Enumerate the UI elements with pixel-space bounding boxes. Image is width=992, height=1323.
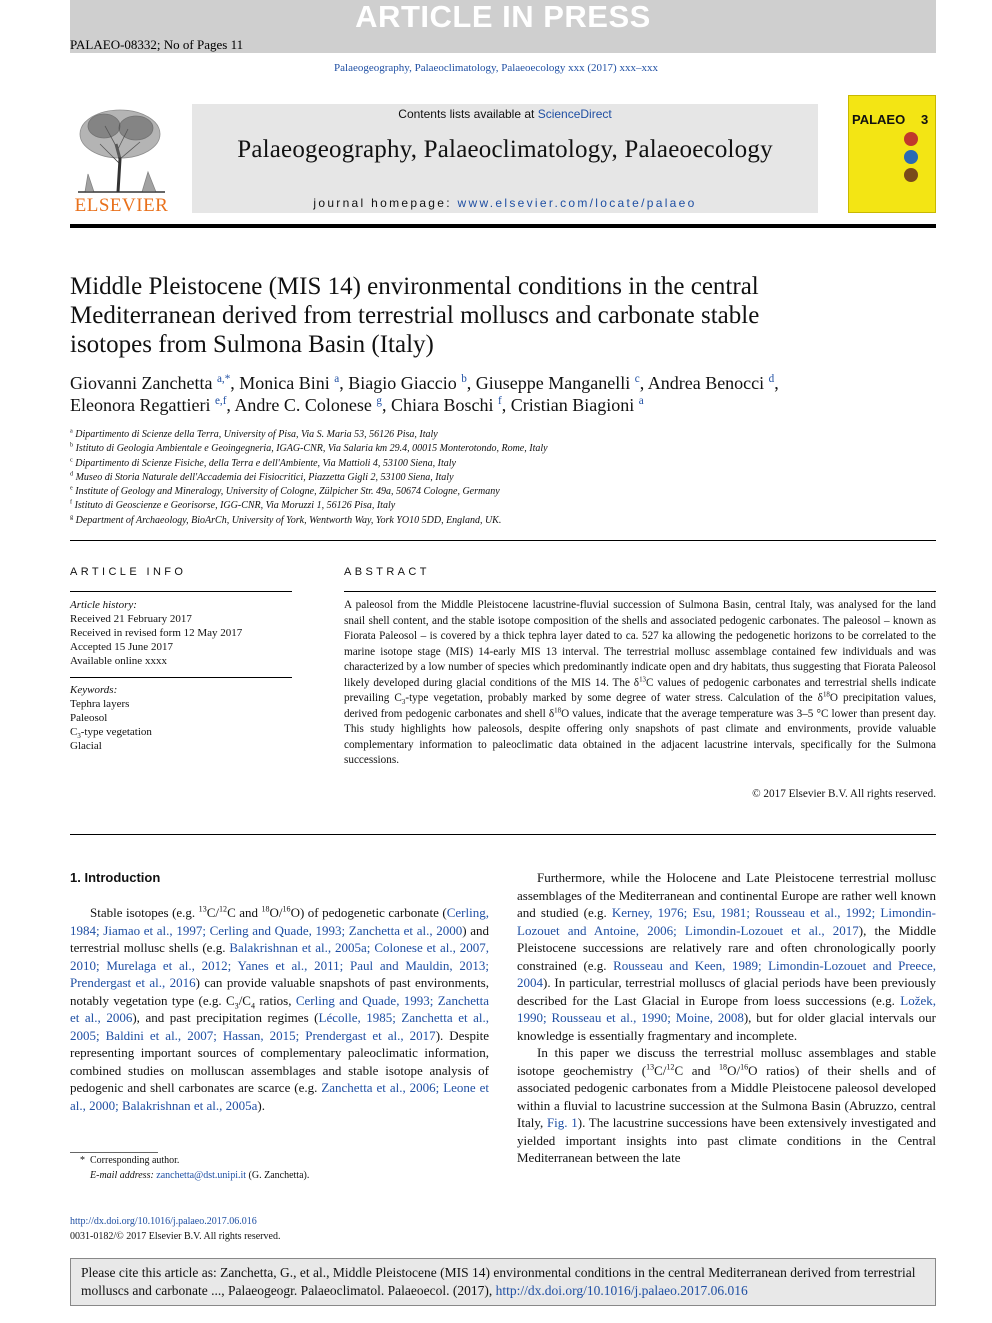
author-affiliation-mark[interactable]: e,f bbox=[214, 395, 227, 407]
affiliation-item: $^d$ Museo di Storia Naturale dell'Accademia dei Fisiocritici, Piazzetta Gigli 2, 53100 Siena, Italy bbox=[70, 470, 454, 483]
journal-citation-line[interactable]: Palaeogeography, Palaeoclimatology, Palaeoecology xxx (2017) xxx–xxx bbox=[334, 62, 658, 74]
history-item: Available online xxxx bbox=[70, 655, 167, 667]
affiliation-item: $^f$ Istituto di Geoscienze e Georisorse, IGG-CNR, Via Moruzzi 1, 56126 Pisa, Italy bbox=[70, 499, 396, 512]
superscript: 16 bbox=[282, 904, 291, 914]
author-name: Andre C. Colonese bbox=[234, 395, 372, 415]
abstract-divider bbox=[344, 591, 936, 592]
journal-cover[interactable] bbox=[848, 95, 936, 213]
contents-line: Contents lists available at ScienceDirect bbox=[398, 107, 612, 121]
affiliation-item: $^c$ Dipartimento di Scienze Fisiche, della Terra e dell'Ambiente, Via Mattioli 4, 53100 Siena, Italy bbox=[70, 456, 456, 469]
journal-masthead bbox=[192, 104, 818, 213]
affiliation-key: e bbox=[70, 484, 73, 492]
banner-title: ARTICLE IN PRESS bbox=[355, 0, 651, 34]
doi-link[interactable]: http://dx.doi.org/10.1016/j.palaeo.2017.06.016 bbox=[70, 1216, 257, 1227]
info-divider-2 bbox=[70, 677, 292, 678]
doi-block: http://dx.doi.org/10.1016/j.palaeo.2017.06.016 0031-0182/© 2017 Elsevier B.V. All rights reserved. bbox=[70, 1216, 281, 1242]
author-list: Giovanni Zanchetta $^{a,*}$, Monica Bini $^a$, Biagio Giaccio $^b$, Giuseppe Manganelli $^c$, Andrea Benocci $^d$, Eleonora Regattieri $^{e,f}$, Andre C. Colonese $^g$, Chiara Boschi $^f$, Cristian Biagioni $^a$ bbox=[70, 373, 779, 415]
author-affiliation-mark[interactable]: a bbox=[638, 395, 644, 407]
author-affiliation-mark[interactable]: f bbox=[497, 395, 502, 407]
history-item: Accepted 15 June 2017 bbox=[70, 641, 173, 653]
history-item: Received in revised form 12 May 2017 bbox=[70, 627, 243, 639]
author-affiliation-mark[interactable]: d bbox=[768, 373, 775, 385]
reference-link[interactable]: Cerling and Quade, 1993; Zanchetta et al., 2006 bbox=[70, 992, 489, 1025]
history-item: Received 21 February 2017 bbox=[70, 613, 192, 625]
author-name: Giuseppe Manganelli bbox=[475, 373, 631, 393]
reference-link[interactable]: Kerney, 1976; Esu, 1981; Rousseau et al., 1992; Limondin-Lozouet and Antoine, 2006; Limondin-Lozouet et al., 2017 bbox=[517, 905, 937, 938]
subscript: 3 bbox=[234, 1001, 239, 1011]
reference-link[interactable]: Zanchetta et al., 2006; Leone et al., 2000; Balakrishnan et al., 2005a bbox=[70, 1080, 489, 1113]
article-title: Middle Pleistocene (MIS 14) environmental conditions in the central Mediterranean derived from terrestrial molluscs and carbonate stable isotopes from Sulmona Basin (Italy) bbox=[70, 273, 760, 358]
subscript: 4 bbox=[250, 1001, 256, 1011]
keyword-item: $C_3$-type vegetation bbox=[70, 726, 152, 741]
reference-link[interactable]: Fig. 1 bbox=[546, 1115, 578, 1130]
reference-link[interactable]: Lécolle, 1985; Zanchetta et al., 2005; Baldini et al., 2007; Hassan, 2015; Prendergast et al., 2017 bbox=[70, 1010, 489, 1043]
superscript: 12 bbox=[666, 1062, 675, 1072]
keyword-item: Paleosol bbox=[70, 712, 108, 724]
superscript: 16 bbox=[740, 1062, 749, 1072]
author-name: Eleonora Regattieri bbox=[70, 395, 211, 415]
affiliation-item: $^e$ Institute of Geology and Mineralogy, University of Cologne, Zülpicher Str. 49a, 50674 Cologne, Germany bbox=[70, 484, 500, 498]
journal-homepage: journal homepage: www.elsevier.com/locate/palaeo bbox=[313, 196, 697, 210]
journal-name: Palaeogeography, Palaeoclimatology, Palaeoecology bbox=[237, 136, 773, 163]
affiliation-key: a bbox=[70, 427, 73, 435]
manuscript-id: PALAEO-08332; No of Pages 11 bbox=[70, 37, 244, 52]
footnote: * Corresponding author. E-mail address: zanchetta@dst.unipi.it (G. Zanchetta). bbox=[80, 1155, 310, 1181]
keyword-item: Tephra layers bbox=[70, 698, 130, 710]
article-history: Article history: Received 21 February 2017 Received in revised form 12 May 2017 Accepted 15 June 2017 Available online xxxx bbox=[70, 598, 292, 668]
author-affiliation-mark[interactable]: g bbox=[376, 395, 382, 407]
section-heading-introduction: 1. Introduction bbox=[70, 870, 161, 885]
intro-column-2: Furthermore, while the Holocene and Late Pleistocene terrestrial mollusc assemblages of the Mediterranean and continental Europe are rather well known and studied (e.g. Kerney, 1976; Esu, 1981; Rousseau et al., 1992; Limondin-Lozouet and Antoine, 2006; Limondin-Lozouet et al., 2017), the Middle Pleistocene successions are relatively rare and often chronologically poorly constrained (e.g. Rousseau and Keen, 1989; Limondin-Lozouet and Preece, 2004). In particular, terrestrial molluscs of glacial periods have been previously described for the Last Glacial in Europe from loess successions (e.g. Ložek, 1990; Rousseau et al., 1990; Moine, 2008), but for older glacial intervals our knowledge is essentially fragmentary and incomplete. In this paper we discuss the terrestrial mollusc assemblages and stable isotope geochemistry ($^{13}$C/$^{12}$C and $^{18}$O/$^{16}$O ratios) of their shells and of associated pedogenic carbonates from a Middle Pleistocene paleosol developed within a fluvial to lacustrine succession at the Sulmona Basin (Abruzzo, central Italy, Fig. 1). The lacustrine successions have been extensively investigated and yielded important insights into past climate conditions in the Central Mediterranean between the late bbox=[517, 870, 937, 1165]
affiliation-list bbox=[70, 428, 936, 528]
author-name: Monica Bini bbox=[239, 373, 330, 393]
author-name: Giovanni Zanchetta bbox=[70, 373, 213, 393]
affiliation-key: c bbox=[70, 456, 73, 464]
author-name: Chiara Boschi bbox=[391, 395, 494, 415]
abstract-heading: ABSTRACT bbox=[344, 566, 430, 578]
author-affiliation-mark[interactable]: b bbox=[461, 373, 467, 385]
affiliation-item: $^g$ Department of Archaeology, BioArCh, University of York, Wentworth Way, York YO10 5DD, England, UK. bbox=[70, 513, 502, 526]
cover-number: 3 bbox=[921, 112, 929, 127]
cover-title: PALAEO bbox=[852, 112, 906, 127]
info-divider bbox=[70, 591, 292, 592]
abstract-text: A paleosol from the Middle Pleistocene lacustrine-fluvial succession of Sulmona Basin, central Italy, was analysed for the land snail shell content, and the stable isotope composition of the shells and associated pedogenic carbonates. The paleosol – known as Fiorata Paleosol – is covered by a thick tephra layer dated to ca. 527 ka allowing the pedogenetic horizons to be correlated to the marine isotope stage (MIS) 14-early MIS 13 interval. The terrestrial mollusc assemblage contained few individuals and was characterized by a low number of species which predominantly indicate open and dry habitats, thus suggesting that Fiorata Paleosol likely developed during glacial conditions of the MIS 14. The $\delta^{13}C$ values of pedogenic carbonates and terrestrial shells indicate prevailing $C_3$-type vegetation, probably marked by some degree of water stress. Calculation of the $\delta^{18}O$ precipitation values, derived from pedogenic carbonates and shell $\delta^{18}O$ values, indicate that the average temperature was 3–5 °C lower than present day. This study highlights how paleosols, despite offering only snapshots of past climate and environments, provide valuable complementary information to paleoclimatic data obtained in the adjacent lacustrine intervals, specifically for the Sulmona successions. bbox=[344, 599, 936, 766]
author-name: Cristian Biagioni bbox=[510, 395, 635, 415]
author-affiliation-mark[interactable]: c bbox=[634, 373, 640, 385]
superscript: 18 bbox=[261, 904, 270, 914]
reference-link[interactable]: Rousseau and Keen, 1989; Limondin-Lozouet and Preece, 2004 bbox=[517, 957, 936, 990]
intro-paragraph-1: Stable isotopes (e.g. $^{13}$C/$^{12}$C and $^{18}$O/$^{16}$O) of pedogenetic carbonate (Cerling, 1984; Jiamao et al., 1997; Cerling and Quade, 1993; Zanchetta et al., 2000) and terrestrial mollusc shells (e.g. Balakrishnan et al., 2005a; Colonese et al., 2007, 2010; Murelaga et al., 2012; Yanes et al., 2011; Paul and Mauldin, 2013; Prendergast et al., 2016) can provide valuable snapshots of past environments, notably vegetation type (e.g. $C_3/C_4$ ratios, Cerling and Quade, 1993; Zanchetta et al., 2006), and past precipitation regimes (Lécolle, 1985; Zanchetta et al., 2005; Baldini et al., 2007; Hassan, 2015; Prendergast et al., 2017). Despite representing important sources of complementary paleoclimatic information, combined studies on molluscan assemblages and stable isotope analysis of pedogenic and shell carbonates are scarce (e.g. Zanchetta et al., 2006; Leone et al., 2000; Balakrishnan et al., 2005a). bbox=[70, 904, 489, 1113]
elsevier-logo[interactable] bbox=[70, 104, 173, 214]
reference-link[interactable]: Ložek, 1990; Rousseau et al., 1990; Moine, 2008 bbox=[517, 992, 936, 1025]
affiliation-item: $^b$ Istituto di Geologia Ambientale e Geoingegneria, IGAG-CNR, Via Salaria km 29.4, 00015 Monterotondo, Rome, Italy bbox=[70, 441, 548, 455]
header-rule bbox=[70, 224, 936, 228]
affiliation-key: f bbox=[70, 499, 73, 507]
superscript: 18 bbox=[719, 1062, 728, 1072]
superscript: 13 bbox=[198, 904, 207, 914]
email-link[interactable]: zanchetta@dst.unipi.it bbox=[156, 1170, 247, 1181]
elsevier-wordmark: ELSEVIER bbox=[74, 195, 169, 216]
affiliation-key: d bbox=[70, 470, 74, 478]
divider bbox=[70, 540, 936, 541]
keywords-block: Keywords: Tephra layers Paleosol $C_3$-type vegetation Glacial bbox=[70, 683, 292, 753]
divider bbox=[70, 834, 936, 835]
citation-box: Please cite this article as: Zanchetta, G., et al., Middle Pleistocene (MIS 14) environmental conditions in the central Mediterranean derived from terrestrial molluscs and carbonate ..., Palaeogeogr. Palaeoclimatol. Palaeoecol. (2017), http://dx.doi.org/10.1016/j.palaeo.2017.06.016 bbox=[70, 1258, 936, 1306]
article-in-press-banner bbox=[70, 0, 936, 53]
homepage-link[interactable]: www.elsevier.com/locate/palaeo bbox=[457, 196, 697, 210]
author-name: Andrea Benocci bbox=[647, 373, 765, 393]
superscript: 12 bbox=[219, 904, 228, 914]
author-affiliation-mark[interactable]: a bbox=[334, 373, 340, 385]
article-info-heading: ARTICLE INFO bbox=[70, 566, 187, 578]
cover-globes-icon bbox=[899, 130, 923, 186]
citation-doi-link[interactable]: http://dx.doi.org/10.1016/j.palaeo.2017.06.016 bbox=[495, 1283, 748, 1298]
abstract-copyright: © 2017 Elsevier B.V. All rights reserved. bbox=[752, 788, 936, 800]
reference-link[interactable]: Balakrishnan et al., 2005a; Colonese et al., 2007, 2010; Murelaga et al., 2012; Yanes et al., 2011; Paul and Mauldin, 2013; Prendergast et al., 2016 bbox=[70, 940, 489, 990]
affiliation-key: b bbox=[70, 441, 74, 449]
sciencedirect-link[interactable]: ScienceDirect bbox=[537, 107, 612, 121]
author-affiliation-mark[interactable]: a,* bbox=[216, 373, 231, 385]
affiliation-key: g bbox=[70, 513, 74, 521]
superscript: 13 bbox=[646, 1062, 655, 1072]
author-name: Biagio Giaccio bbox=[348, 373, 457, 393]
keyword-item: Glacial bbox=[70, 740, 102, 752]
reference-link[interactable]: Cerling, 1984; Jiamao et al., 1997; Cerling and Quade, 1993; Zanchetta et al., 2000 bbox=[70, 905, 489, 938]
affiliation-item: $^a$ Dipartimento di Scienze della Terra, University of Pisa, Via S. Maria 53, 56126 Pisa, Italy bbox=[70, 427, 438, 440]
